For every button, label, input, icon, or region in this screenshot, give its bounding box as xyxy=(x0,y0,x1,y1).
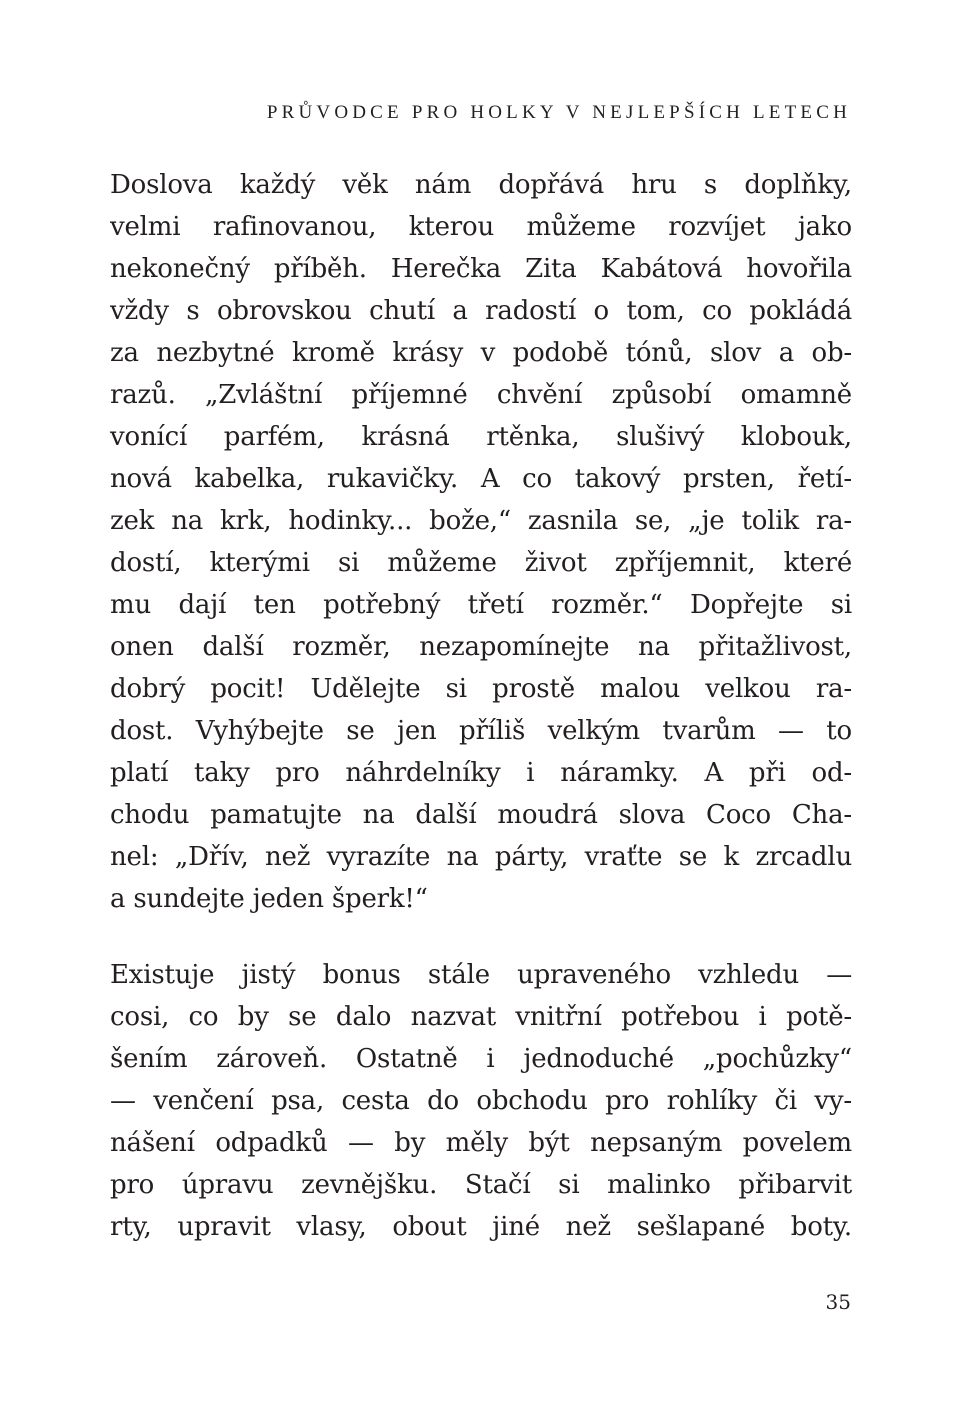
text-line: nová kabelka, rukavičky. A co takový prsten, řetí- xyxy=(110,464,852,494)
text-line: chodu pamatujte na další moudrá slova Coco Cha- xyxy=(110,800,852,830)
text-line: vždy s obrovskou chutí a radostí o tom, co pokládá xyxy=(110,296,852,326)
text-line: mu dají ten potřebný třetí rozměr.“ Dopřejte si xyxy=(110,590,852,620)
text-line: za nezbytné kromě krásy v podobě tónů, slov a ob- xyxy=(110,338,852,368)
text-line: — venčení psa, cesta do obchodu pro rohlíky či vy- xyxy=(110,1086,852,1116)
text-line: razů. „Zvláštní příjemné chvění způsobí omamně xyxy=(110,380,852,410)
text-line: onen další rozměr, nezapomínejte na přitažlivost, xyxy=(110,632,852,662)
text-line: dostí, kterými si můžeme život zpříjemnit, které xyxy=(110,548,852,578)
paragraph-1 xyxy=(110,164,852,920)
text-line: velmi rafinovanou, kterou můžeme rozvíjet jako xyxy=(110,212,852,242)
text-line: Doslova každý věk nám dopřává hru s doplňky, xyxy=(110,170,852,200)
text-line: pro úpravu zevnějšku. Stačí si malinko přibarvit xyxy=(110,1170,852,1200)
paragraph-2 xyxy=(110,954,852,1248)
text-line: platí taky pro náhrdelníky i náramky. A při od- xyxy=(110,758,852,788)
text-line: rty, upravit vlasy, obout jiné než sešlapané boty. xyxy=(110,1212,852,1242)
text-line: dost. Vyhýbejte se jen příliš velkým tvarům — to xyxy=(110,716,852,746)
text-line: cosi, co by se dalo nazvat vnitřní potřebou i potě- xyxy=(110,1002,852,1032)
text-line: vonící parfém, krásná rtěnka, slušivý klobouk, xyxy=(110,422,852,452)
running-header: PRŮVODCE PRO HOLKY V NEJLEPŠÍCH LETECH xyxy=(266,102,851,123)
text-line: šením zároveň. Ostatně i jednoduché „pochůzky“ xyxy=(110,1044,852,1074)
text-line: dobrý pocit! Udělejte si prostě malou velkou ra- xyxy=(110,674,852,704)
text-line: Existuje jistý bonus stále upraveného vzhledu — xyxy=(110,960,852,990)
page-number: 35 xyxy=(825,1290,851,1314)
text-line: a sundejte jeden šperk!“ xyxy=(110,884,428,914)
text-line: nekonečný příběh. Herečka Zita Kabátová hovořila xyxy=(110,254,852,284)
text-line: nel: „Dřív, než vyrazíte na párty, vraťte se k zrcadlu xyxy=(110,842,852,872)
text-line: nášení odpadků — by měly být nepsaným povelem xyxy=(110,1128,852,1158)
text-line: zek na krk, hodinky... bože,“ zasnila se, „je tolik ra- xyxy=(110,506,852,536)
